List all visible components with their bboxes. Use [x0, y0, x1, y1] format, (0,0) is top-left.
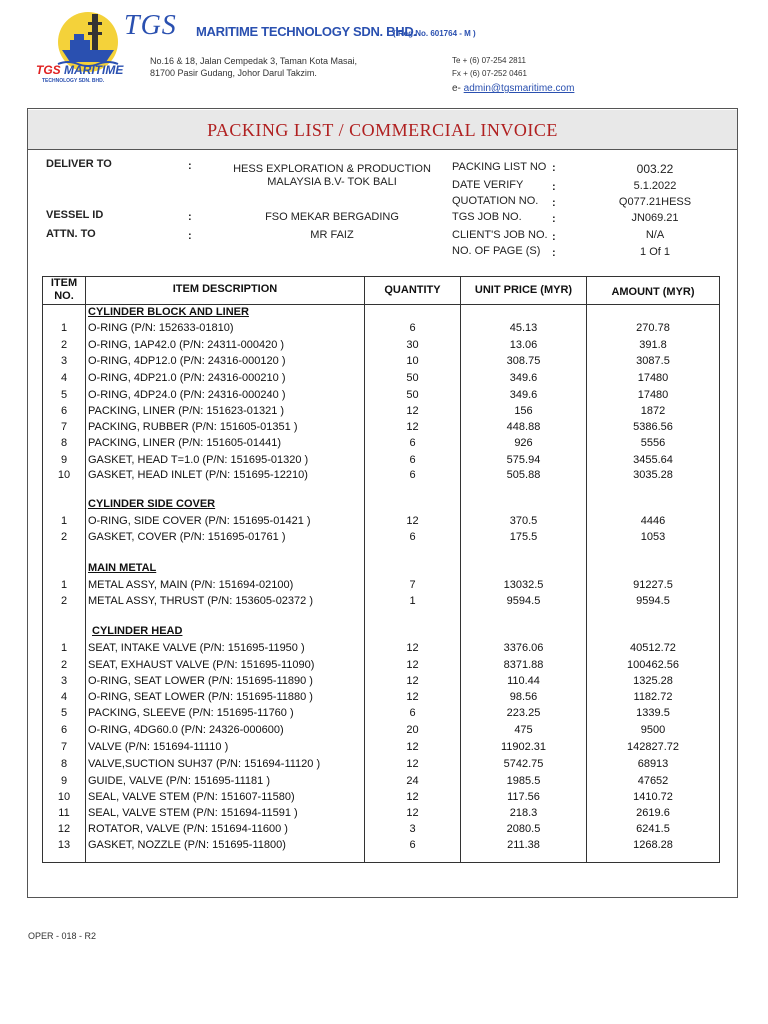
item-number: 8: [60, 758, 68, 770]
item-amount: 1339.5: [636, 707, 670, 719]
address-line-1: No.16 & 18, Jalan Cempedak 3, Taman Kota Masai,: [150, 56, 357, 66]
item-unit-price: 8371.88: [503, 659, 544, 671]
telephone: Te + (6) 07-254 2811: [452, 56, 526, 65]
item-unit-price: 110.44: [507, 675, 540, 687]
item-description: VALVE (P/N: 151694-11110 ): [88, 741, 229, 753]
item-amount: 3035.28: [633, 469, 673, 481]
item-amount: 1053: [640, 531, 666, 543]
vessel-id-label: VESSEL ID: [46, 209, 104, 221]
item-description: O-RING, 4DG60.0 (P/N: 24326-000600): [88, 724, 284, 736]
item-quantity: 10: [406, 355, 419, 367]
item-description: O-RING (P/N: 152633-01810): [88, 322, 234, 334]
no-of-pages-value: 1 Of 1: [640, 246, 670, 258]
item-quantity: 6: [409, 469, 416, 481]
item-amount: 2619.6: [636, 807, 670, 819]
item-number: 10: [57, 791, 71, 803]
vessel-id-value: FSO MEKAR BERGADING: [265, 211, 399, 223]
header-amount: AMOUNT (MYR): [611, 286, 695, 298]
item-description: METAL ASSY, THRUST (P/N: 153605-02372 ): [88, 595, 313, 607]
item-description: PACKING, SLEEVE (P/N: 151695-11760 ): [88, 707, 294, 719]
item-description: O-RING, SEAT LOWER (P/N: 151695-11890 ): [88, 675, 313, 687]
deliver-to-value-2: MALAYSIA B.V- TOK BALI: [267, 176, 397, 188]
item-number: 4: [60, 691, 68, 703]
colon: :: [188, 230, 192, 242]
item-amount: 40512.72: [630, 642, 676, 654]
item-quantity: 50: [406, 372, 419, 384]
section-title: MAIN METAL: [88, 562, 157, 574]
company-name: MARITIME TECHNOLOGY SDN. BHD.: [196, 24, 417, 39]
tgs-job-no-value: JN069.21: [631, 212, 679, 224]
item-amount: 1872: [640, 405, 666, 417]
item-unit-price: 117.56: [507, 791, 540, 803]
item-unit-price: 13.06: [509, 339, 538, 351]
email-prefix: e-: [452, 83, 464, 94]
item-number: 1: [60, 515, 68, 527]
item-description: METAL ASSY, MAIN (P/N: 151694-02100): [88, 579, 294, 591]
item-unit-price: 9594.5: [506, 595, 541, 607]
item-unit-price: 448.88: [506, 421, 541, 433]
attn-to-label: ATTN. TO: [46, 228, 96, 240]
packing-list-no-label: PACKING LIST NO: [452, 161, 547, 173]
item-unit-price: 13032.5: [503, 579, 544, 591]
colon: :: [552, 181, 556, 193]
date-verify-label: DATE VERIFY: [452, 179, 524, 191]
item-unit-price: 308.75: [506, 355, 541, 367]
item-quantity: 6: [409, 839, 416, 851]
colon: :: [552, 213, 556, 225]
item-description: GASKET, HEAD INLET (P/N: 151695-12210): [88, 469, 308, 481]
no-of-pages-label: NO. OF PAGE (S): [452, 245, 541, 257]
quotation-no-label: QUOTATION NO.: [452, 195, 539, 207]
item-number: 12: [57, 823, 71, 835]
item-number: 3: [60, 675, 68, 687]
quotation-no-value: Q077.21HESS: [618, 196, 692, 208]
item-amount: 4446: [640, 515, 666, 527]
item-amount: 47652: [637, 775, 669, 787]
item-description: PACKING, LINER (P/N: 151605-01441): [88, 437, 281, 449]
item-amount: 6241.5: [636, 823, 670, 835]
item-description: VALVE,SUCTION SUH37 (P/N: 151694-11120 ): [88, 758, 321, 770]
item-quantity: 7: [409, 579, 416, 591]
item-description: ROTATOR, VALVE (P/N: 151694-11600 ): [88, 823, 288, 835]
item-unit-price: 218.3: [509, 807, 538, 819]
item-number: 7: [60, 741, 68, 753]
deliver-to-label: DELIVER TO: [46, 158, 112, 170]
item-number: 1: [60, 579, 68, 591]
section-title: CYLINDER SIDE COVER: [88, 498, 216, 510]
column-divider: [85, 276, 86, 863]
item-amount: 68913: [637, 758, 669, 770]
item-amount: 142827.72: [627, 741, 679, 753]
fax: Fx + (6) 07-252 0461: [452, 69, 527, 78]
colon: :: [552, 231, 556, 243]
item-quantity: 50: [406, 389, 419, 401]
colon: :: [188, 211, 192, 223]
item-unit-price: 349.6: [509, 372, 538, 384]
item-quantity: 12: [406, 758, 419, 770]
item-quantity: 12: [406, 515, 419, 527]
item-number: 2: [60, 595, 68, 607]
item-description: O-RING, SIDE COVER (P/N: 151695-01421 ): [88, 515, 311, 527]
item-unit-price: 5742.75: [503, 758, 544, 770]
company-abbr: TGS: [124, 10, 177, 41]
item-number: 11: [58, 807, 70, 819]
item-quantity: 3: [409, 823, 416, 835]
item-amount: 1182.72: [633, 691, 673, 703]
item-unit-price: 505.88: [506, 469, 541, 481]
item-quantity: 6: [409, 437, 416, 449]
item-amount: 100462.56: [627, 659, 679, 671]
item-description: O-RING, 4DP12.0 (P/N: 24316-000120 ): [88, 355, 286, 367]
item-amount: 3087.5: [636, 355, 670, 367]
attn-to-value: MR FAIZ: [310, 229, 354, 241]
item-quantity: 12: [406, 642, 419, 654]
deliver-to-value: HESS EXPLORATION & PRODUCTION: [233, 163, 431, 175]
item-amount: 1268.28: [633, 839, 673, 851]
item-quantity: 12: [406, 741, 419, 753]
item-unit-price: 175.5: [509, 531, 538, 543]
item-unit-price: 2080.5: [506, 823, 541, 835]
header-quantity: QUANTITY: [384, 284, 441, 296]
item-unit-price: 1985.5: [506, 775, 541, 787]
item-quantity: 6: [409, 531, 416, 543]
item-quantity: 6: [409, 707, 416, 719]
item-quantity: 12: [406, 807, 419, 819]
item-description: PACKING, RUBBER (P/N: 151605-01351 ): [88, 421, 298, 433]
colon: :: [552, 247, 556, 259]
item-quantity: 12: [406, 675, 419, 687]
item-unit-price: 11902.31: [500, 741, 547, 753]
item-amount: 9500: [640, 724, 666, 736]
item-quantity: 12: [406, 421, 419, 433]
item-amount: 5556: [640, 437, 666, 449]
item-number: 13: [57, 839, 71, 851]
item-quantity: 20: [406, 724, 419, 736]
email-line: [452, 83, 574, 94]
item-unit-price: 370.5: [509, 515, 538, 527]
item-quantity: 12: [406, 405, 419, 417]
item-quantity: 24: [406, 775, 419, 787]
item-number: 5: [60, 389, 68, 401]
item-amount: 270.78: [636, 322, 670, 334]
item-number: 2: [60, 339, 68, 351]
packing-list-no-value: 003.22: [636, 162, 674, 176]
header-no: NO.: [54, 290, 74, 302]
item-number: 1: [60, 642, 68, 654]
date-verify-value: 5.1.2022: [633, 180, 677, 192]
item-description: O-RING, 4DP24.0 (P/N: 24316-000240 ): [88, 389, 286, 401]
item-number: 9: [60, 775, 68, 787]
header-divider: [42, 304, 720, 305]
item-number: 2: [60, 531, 68, 543]
item-unit-price: 3376.06: [503, 642, 544, 654]
item-quantity: 12: [406, 659, 419, 671]
item-description: PACKING, LINER (P/N: 151623-01321 ): [88, 405, 285, 417]
address-line-2: 81700 Pasir Gudang, Johor Darul Takzim.: [150, 68, 317, 78]
item-quantity: 12: [406, 791, 419, 803]
item-description: SEAT, INTAKE VALVE (P/N: 151695-11950 ): [88, 642, 305, 654]
header-unit-price: UNIT PRICE (MYR): [474, 284, 573, 296]
item-description: GUIDE, VALVE (P/N: 151695-11181 ): [88, 775, 270, 787]
item-unit-price: 575.94: [506, 454, 541, 466]
item-description: GASKET, NOZZLE (P/N: 151695-11800): [88, 839, 286, 851]
document-title: PACKING LIST / COMMERCIAL INVOICE: [207, 120, 558, 140]
item-quantity: 1: [409, 595, 416, 607]
item-description: GASKET, COVER (P/N: 151695-01761 ): [88, 531, 286, 543]
item-description: GASKET, HEAD T=1.0 (P/N: 151695-01320 ): [88, 454, 309, 466]
item-description: SEAT, EXHAUST VALVE (P/N: 151695-11090): [88, 659, 315, 671]
item-description: SEAL, VALVE STEM (P/N: 151607-11580): [88, 791, 295, 803]
item-description: O-RING, SEAT LOWER (P/N: 151695-11880 ): [88, 691, 313, 703]
item-number: 8: [60, 437, 68, 449]
item-amount: 17480: [637, 389, 669, 401]
email-link[interactable]: admin@tgsmaritime.com: [463, 83, 575, 94]
header-item: ITEM: [50, 277, 78, 289]
item-number: 6: [60, 405, 68, 417]
colon: :: [552, 162, 556, 174]
item-number: 4: [60, 372, 68, 384]
company-reg: ( Reg.No. 601764 - M ): [393, 29, 476, 38]
item-amount: 1410.72: [633, 791, 673, 803]
item-amount: 1325.28: [633, 675, 673, 687]
item-description: O-RING, 4DP21.0 (P/N: 24316-000210 ): [88, 372, 286, 384]
item-unit-price: 475: [514, 724, 533, 736]
item-unit-price: 211.38: [507, 839, 540, 851]
colon: :: [552, 197, 556, 209]
item-quantity: 12: [406, 691, 419, 703]
item-amount: 17480: [637, 372, 669, 384]
item-unit-price: 156: [514, 405, 533, 417]
item-unit-price: 98.56: [509, 691, 538, 703]
clients-job-no-label: CLIENT'S JOB NO.: [452, 229, 548, 241]
item-unit-price: 45.13: [509, 322, 538, 334]
clients-job-no-value: N/A: [645, 229, 665, 241]
item-number: 3: [60, 355, 68, 367]
item-description: O-RING, 1AP42.0 (P/N: 24311-000420 ): [88, 339, 285, 351]
item-amount: 5386.56: [633, 421, 673, 433]
item-unit-price: 349.6: [509, 389, 538, 401]
section-title: CYLINDER BLOCK AND LINER: [88, 306, 249, 318]
tgs-job-no-label: TGS JOB NO.: [452, 211, 522, 223]
item-number: 7: [60, 421, 68, 433]
item-quantity: 30: [406, 339, 419, 351]
item-quantity: 6: [409, 454, 416, 466]
item-unit-price: 223.25: [506, 707, 541, 719]
colon: :: [188, 160, 192, 172]
form-code: OPER - 018 - R2: [28, 931, 97, 941]
item-number: 9: [60, 454, 68, 466]
section-title: CYLINDER HEAD: [92, 625, 183, 637]
item-number: 5: [60, 707, 68, 719]
logo-subtitle: TECHNOLOGY SDN. BHD.: [42, 78, 105, 84]
item-quantity: 6: [409, 322, 416, 334]
item-amount: 3455.64: [633, 454, 673, 466]
header-description: ITEM DESCRIPTION: [172, 283, 278, 295]
logo-wordmark: TGS MARITIME: [36, 63, 124, 77]
item-amount: 91227.5: [633, 579, 673, 591]
item-number: 2: [60, 659, 68, 671]
item-amount: 9594.5: [636, 595, 670, 607]
item-description: SEAL, VALVE STEM (P/N: 151694-11591 ): [88, 807, 298, 819]
item-number: 10: [57, 469, 71, 481]
item-amount: 391.8: [639, 339, 667, 351]
item-number: 1: [60, 322, 68, 334]
item-number: 6: [60, 724, 68, 736]
item-unit-price: 926: [514, 437, 533, 449]
